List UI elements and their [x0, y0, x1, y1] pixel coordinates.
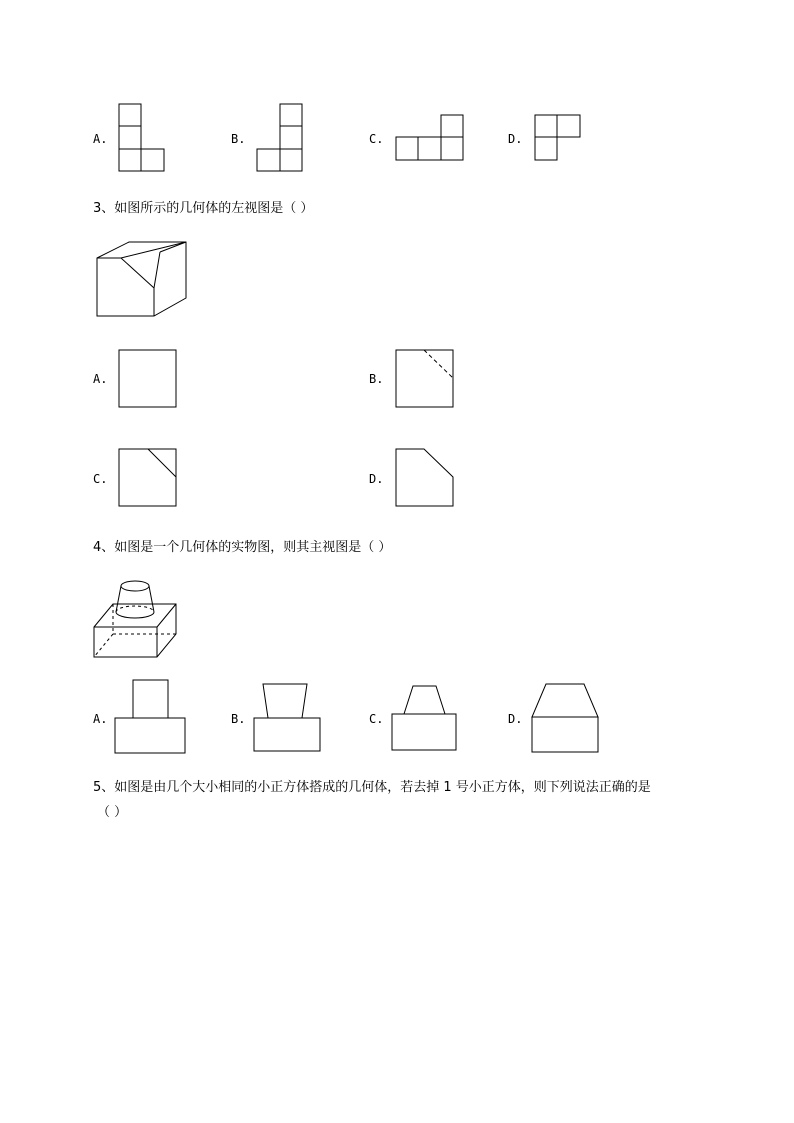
q4-option-c-label: C.: [369, 712, 384, 726]
q5-text-line2: （ ）: [97, 805, 128, 820]
q3-option-d-label: D.: [369, 472, 384, 486]
q4-text: 4、如图是一个几何体的实物图，则其主视图是（ ）: [93, 540, 392, 555]
q5-text-line1: 5、如图是由几个大小相同的小正方体搭成的几何体，若去掉 1 号小正方体，则下列说法正确的是: [93, 780, 651, 795]
q2-option-a-label: A.: [93, 132, 108, 146]
q4-option-d-label: D.: [508, 712, 523, 726]
q3-text: 3、如图所示的几何体的左视图是（ ）: [93, 201, 314, 216]
q2-option-c-label: C.: [369, 132, 384, 146]
q4-option-b-label: B.: [231, 712, 246, 726]
q3-option-b-label: B.: [369, 372, 384, 386]
q3-option-c-label: C.: [93, 472, 108, 486]
q2-option-d-label: D.: [508, 132, 523, 146]
q2-option-b-label: B.: [231, 132, 246, 146]
q3-option-a-label: A.: [93, 372, 108, 386]
q4-option-a-label: A.: [93, 712, 108, 726]
